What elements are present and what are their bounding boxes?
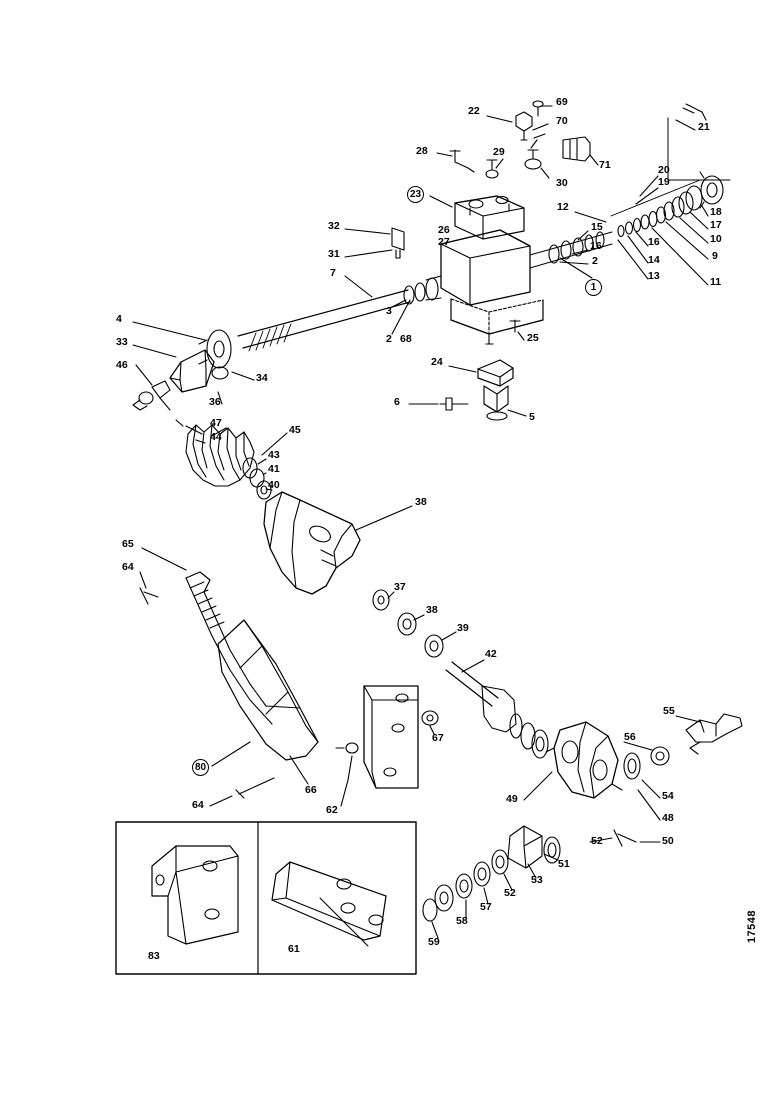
callout-2-lower: 2 [386,333,392,345]
callout-52-lower: 52 [504,887,516,899]
callout-80: 80 [192,759,209,776]
callout-30: 30 [556,177,568,189]
callout-16-upper: 16 [648,236,660,248]
callout-66: 66 [305,784,317,796]
callout-24: 24 [431,356,443,368]
callout-39: 39 [457,622,469,634]
plate-number: 17548 [746,910,758,944]
callout-38-upper: 38 [415,496,427,508]
callout-32: 32 [328,220,340,232]
callout-70: 70 [556,115,568,127]
callout-11: 11 [710,276,722,288]
callout-20: 20 [658,164,670,176]
callout-25: 25 [527,332,539,344]
callout-44: 44 [210,431,222,443]
callout-64-lower: 64 [192,799,204,811]
callout-45: 45 [289,424,301,436]
callout-10: 10 [710,233,722,245]
callout-22: 22 [468,105,480,117]
callout-46: 46 [116,359,128,371]
callout-33: 33 [116,336,128,348]
callout-51: 51 [558,858,570,870]
callout-57: 57 [480,901,492,913]
callout-4: 4 [116,313,122,325]
callout-31: 31 [328,248,340,260]
callout-3: 3 [386,305,392,317]
callout-40: 40 [268,479,280,491]
inset-label-61: 61 [288,943,300,955]
callout-34: 34 [256,372,268,384]
callout-12: 12 [557,201,569,213]
callout-64-upper: 64 [122,561,134,573]
callout-62: 62 [326,804,338,816]
callout-47: 47 [210,417,222,429]
callout-55: 55 [663,705,675,717]
inset-label-83: 83 [148,950,160,962]
callout-5: 5 [529,411,535,423]
callout-19: 19 [658,176,670,188]
callout-69: 69 [556,96,568,108]
callout-28: 28 [416,145,428,157]
callout-23: 23 [407,186,424,203]
callout-54: 54 [662,790,674,802]
callout-7: 7 [330,267,336,279]
callout-26: 26 [438,224,450,236]
callout-14: 14 [648,254,660,266]
callout-71: 71 [599,159,611,171]
callout-16-lower: 16 [590,240,602,252]
callout-2-upper: 2 [592,255,598,267]
callout-1: 1 [585,279,602,296]
callout-67: 67 [432,732,444,744]
callout-59: 59 [428,936,440,948]
callout-56: 56 [624,731,636,743]
callout-13: 13 [648,270,660,282]
callout-15: 15 [591,221,603,233]
callout-21: 21 [698,121,710,133]
callout-58: 58 [456,915,468,927]
callout-37: 37 [394,581,406,593]
callout-48: 48 [662,812,674,824]
callout-29: 29 [493,146,505,158]
callout-43: 43 [268,449,280,461]
callout-17: 17 [710,219,722,231]
callout-68: 68 [400,333,412,345]
callout-38-lower: 38 [426,604,438,616]
callout-18: 18 [710,206,722,218]
callout-50: 50 [662,835,674,847]
callout-27: 27 [438,236,450,248]
callout-53: 53 [531,874,543,886]
callout-65: 65 [122,538,134,550]
callout-42: 42 [485,648,497,660]
callout-36: 36 [209,396,221,408]
callout-6: 6 [394,396,400,408]
callout-52-upper: 52 [591,835,603,847]
callout-9: 9 [712,250,718,262]
callout-49: 49 [506,793,518,805]
callout-41: 41 [268,463,280,475]
